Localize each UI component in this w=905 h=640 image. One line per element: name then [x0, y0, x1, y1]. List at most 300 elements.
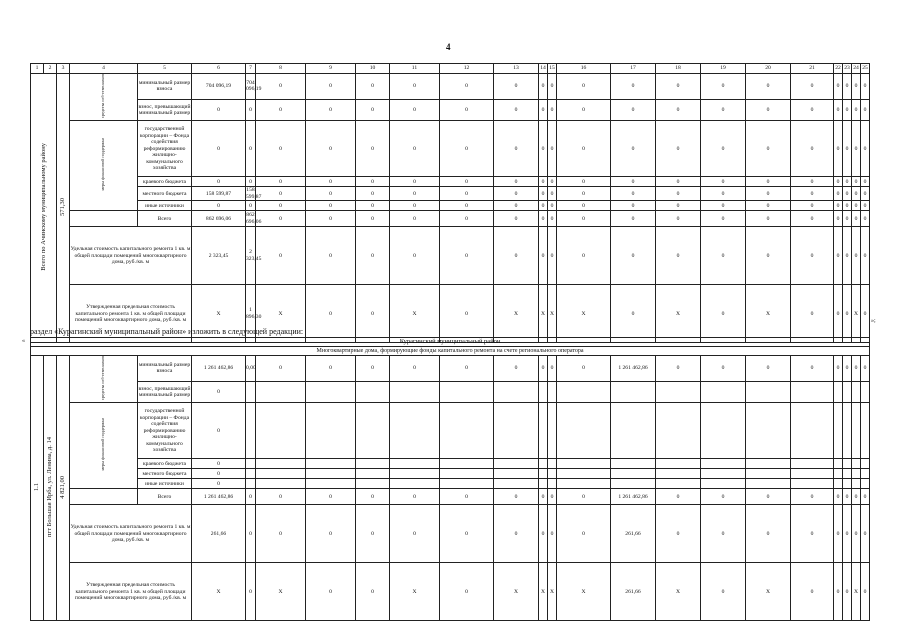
value-cell: 0 [746, 227, 791, 285]
table-cell [31, 356, 44, 621]
value-cell: 0 [834, 74, 843, 100]
value-cell: 0 [256, 489, 306, 505]
value-cell: 0 [256, 201, 306, 211]
value-cell: 0 [548, 201, 557, 211]
value-cell: 704 096,19 [192, 74, 246, 100]
value-cell: 0 [256, 99, 306, 121]
value-cell: 0 [701, 285, 746, 343]
value-cell: 0 [656, 74, 701, 100]
value-cell [440, 469, 494, 479]
value-cell [791, 459, 834, 469]
value-cell [390, 403, 440, 459]
value-cell [611, 479, 656, 489]
value-cell: 0 [791, 121, 834, 177]
value-cell: 0 [494, 489, 539, 505]
value-cell: 0 [192, 403, 246, 459]
value-cell: 1 261 462,86 [611, 489, 656, 505]
value-cell: 0 [834, 285, 843, 343]
value-cell: 0 [701, 187, 746, 201]
value-cell: 0 [746, 201, 791, 211]
value-cell: 0 [440, 563, 494, 621]
value-cell: 0 [791, 211, 834, 227]
value-cell: 0 [843, 211, 852, 227]
page-number: 4 [446, 42, 451, 52]
row-label: местного бюджета [138, 469, 192, 479]
value-cell: 0 [192, 201, 246, 211]
value-cell: 0 [539, 505, 548, 563]
table-cell [70, 74, 138, 121]
value-cell: 0 [746, 74, 791, 100]
value-cell [611, 469, 656, 479]
value-cell: X [852, 563, 861, 621]
value-cell: 0 [390, 211, 440, 227]
district-subtitle: Многоквартирные дома, формирующие фонды капитального ремонта на счете регионального оператора [31, 347, 870, 356]
value-cell: 0 [306, 74, 356, 100]
value-cell [494, 459, 539, 469]
value-cell [557, 459, 611, 469]
value-cell [834, 469, 843, 479]
value-cell: 0 [861, 505, 870, 563]
fund-label: средства соб-ственников [100, 74, 106, 118]
value-cell: 0 [192, 469, 246, 479]
value-cell [557, 469, 611, 479]
value-cell [611, 403, 656, 459]
value-cell: 0 [548, 121, 557, 177]
value-cell: 0 [256, 505, 306, 563]
value-cell: 0 [557, 121, 611, 177]
value-cell [246, 381, 256, 403]
value-cell: 0 [246, 563, 256, 621]
value-cell: 0 [356, 211, 390, 227]
value-cell: 0 [861, 177, 870, 187]
value-cell: 0 [440, 187, 494, 201]
value-cell: 0 [834, 489, 843, 505]
value-cell: 0 [861, 489, 870, 505]
value-cell: 0 [843, 356, 852, 382]
value-cell: 0 [256, 177, 306, 187]
table-block-1 [30, 63, 870, 343]
value-cell: 0 [852, 177, 861, 187]
value-cell: 0 [656, 489, 701, 505]
value-cell: 0 [852, 201, 861, 211]
value-cell: 0 [852, 489, 861, 505]
value-cell: 0 [611, 227, 656, 285]
value-cell [306, 479, 356, 489]
value-cell [834, 459, 843, 469]
value-cell: 0 [701, 74, 746, 100]
value-cell: 0 [192, 479, 246, 489]
value-cell [548, 403, 557, 459]
value-cell: 0 [390, 489, 440, 505]
table-cell [44, 356, 57, 621]
value-cell: 0 [390, 121, 440, 177]
value-cell: 0 [192, 121, 246, 177]
value-cell [834, 403, 843, 459]
row-label: иные источники [138, 479, 192, 489]
value-cell [746, 403, 791, 459]
value-cell [390, 479, 440, 489]
table-cell [57, 74, 70, 343]
value-cell: 0 [611, 211, 656, 227]
value-cell [746, 381, 791, 403]
value-cell: 0 [701, 227, 746, 285]
value-cell: 0 [701, 505, 746, 563]
blank-cell [70, 489, 138, 505]
quote-close: »; [871, 318, 876, 324]
value-cell: 0 [306, 99, 356, 121]
value-cell: 0 [701, 356, 746, 382]
value-cell: 0 [656, 356, 701, 382]
value-cell: 0 [306, 505, 356, 563]
value-cell: 0 [861, 121, 870, 177]
value-cell: 0 [539, 74, 548, 100]
value-cell: 0 [852, 211, 861, 227]
value-cell [791, 403, 834, 459]
value-cell [701, 479, 746, 489]
value-cell: 0 [843, 285, 852, 343]
row-label: минимальный размер взноса [138, 356, 192, 382]
blank-cell [70, 211, 138, 227]
value-cell: 0 [548, 99, 557, 121]
value-cell: 0 [701, 121, 746, 177]
value-cell: 0 [390, 187, 440, 201]
value-cell [440, 479, 494, 489]
table-block-2 [30, 337, 870, 621]
value-cell: 0 [548, 356, 557, 382]
value-cell: X [656, 285, 701, 343]
value-cell: 0 [356, 505, 390, 563]
value-cell: 0 [701, 201, 746, 211]
row-label: Всего [138, 489, 192, 505]
value-cell [548, 469, 557, 479]
row-label: государственной корпорации – Фонда содействия реформированию жилищно-коммунального хозяйства [138, 403, 192, 459]
value-cell: 2 323,45 [192, 227, 246, 285]
value-cell [256, 459, 306, 469]
value-cell: 0 [548, 74, 557, 100]
value-cell [539, 479, 548, 489]
value-cell: 0 [557, 227, 611, 285]
value-cell: 0 [611, 285, 656, 343]
value-cell: 0 [791, 99, 834, 121]
column-number: 17 [611, 64, 656, 74]
value-cell: 0 [256, 227, 306, 285]
quote-open: « [22, 338, 25, 344]
specific-cost-label: Удельная стоимость капитального ремонта 1 кв. м общей площади помещений многоквартирного дома, руб./кв. м [70, 505, 192, 563]
row-label: местного бюджета [138, 187, 192, 201]
value-cell [256, 479, 306, 489]
value-cell: X [192, 285, 246, 343]
row-label: краевого бюджета [138, 459, 192, 469]
value-cell [834, 381, 843, 403]
value-cell: 0 [746, 121, 791, 177]
limit-cost-label: Утвержденная предельная стоимость капитального ремонта 1 кв. м общей площади помещений многоквартирного дома, руб./кв. м [70, 285, 192, 343]
value-cell: 0 [843, 177, 852, 187]
value-cell: 1 261 462,86 [192, 356, 246, 382]
finance-label: меры финансовой поддержки [100, 418, 106, 472]
fund-label: средства соб-ственников [100, 356, 106, 400]
value-cell: 0 [611, 187, 656, 201]
value-cell: X [852, 285, 861, 343]
value-cell [494, 469, 539, 479]
value-cell: 0 [306, 177, 356, 187]
value-cell: X [494, 285, 539, 343]
value-cell: X [557, 285, 611, 343]
value-cell [306, 469, 356, 479]
value-cell: 0 [834, 356, 843, 382]
value-cell [306, 381, 356, 403]
value-cell: 0 [192, 381, 246, 403]
value-cell: 0 [861, 285, 870, 343]
value-cell [656, 403, 701, 459]
value-cell: X [656, 563, 701, 621]
value-cell: 0 [539, 177, 548, 187]
row-label: Всего [138, 211, 192, 227]
value-cell: 0 [852, 74, 861, 100]
value-cell: 0 [843, 121, 852, 177]
value-cell: 0 [834, 211, 843, 227]
value-cell: 0 [656, 187, 701, 201]
column-number: 3 [57, 64, 70, 74]
column-number: 13 [494, 64, 539, 74]
value-cell: 0 [539, 187, 548, 201]
column-number: 23 [843, 64, 852, 74]
value-cell: X [548, 563, 557, 621]
value-cell: X [746, 285, 791, 343]
value-cell: 0 [356, 99, 390, 121]
value-cell: 0 [356, 201, 390, 211]
value-cell: 0 [701, 177, 746, 187]
value-cell [861, 479, 870, 489]
value-cell: 0 [746, 489, 791, 505]
value-cell: 0 [539, 99, 548, 121]
value-cell: 0 [843, 227, 852, 285]
value-cell: 0 [390, 74, 440, 100]
value-cell: 0 [494, 505, 539, 563]
column-number: 12 [440, 64, 494, 74]
value-cell: 0 [306, 121, 356, 177]
column-number: 20 [746, 64, 791, 74]
value-cell [701, 469, 746, 479]
row-label: государственной корпорации – Фонда содействия реформированию жилищно-коммунального хозяйства [138, 121, 192, 177]
value-cell: 0 [306, 356, 356, 382]
value-cell [390, 469, 440, 479]
value-cell: X [548, 285, 557, 343]
value-cell: 0 [440, 74, 494, 100]
value-cell [843, 459, 852, 469]
value-cell: 0 [539, 211, 548, 227]
value-cell: 0 [791, 489, 834, 505]
value-cell: 0 [557, 74, 611, 100]
column-number: 10 [356, 64, 390, 74]
value-cell: 0 [494, 121, 539, 177]
value-cell [861, 469, 870, 479]
value-cell [852, 459, 861, 469]
table-cell [70, 403, 138, 489]
value-cell: 0 [539, 227, 548, 285]
value-cell [843, 403, 852, 459]
value-cell [440, 381, 494, 403]
value-cell [852, 403, 861, 459]
value-cell: 0 [861, 201, 870, 211]
value-cell: 0 [440, 489, 494, 505]
value-cell: 0 [834, 505, 843, 563]
value-cell: X [390, 285, 440, 343]
row-number: 1.1 [33, 482, 41, 492]
value-cell: 261,66 [192, 505, 246, 563]
value-cell [852, 479, 861, 489]
value-cell: 0 [746, 99, 791, 121]
value-cell: 0 [843, 489, 852, 505]
column-number: 25 [861, 64, 870, 74]
value-cell: X [746, 563, 791, 621]
column-number: 21 [791, 64, 834, 74]
value-cell [548, 459, 557, 469]
value-cell: 0 [306, 489, 356, 505]
value-cell: 0 [356, 356, 390, 382]
value-cell: 0 [548, 489, 557, 505]
value-cell: 0 [746, 177, 791, 187]
value-cell: 0 [494, 74, 539, 100]
value-cell: 0 [557, 211, 611, 227]
value-cell: 0 [192, 99, 246, 121]
value-cell [656, 469, 701, 479]
value-cell [494, 479, 539, 489]
value-cell: X [192, 563, 246, 621]
value-cell: 0 [494, 211, 539, 227]
value-cell [246, 479, 256, 489]
value-cell: 0 [852, 356, 861, 382]
value-cell: 0 [494, 356, 539, 382]
area-value: 571,30 [59, 197, 67, 216]
value-cell [861, 403, 870, 459]
value-cell: 0 [494, 99, 539, 121]
value-cell [557, 403, 611, 459]
value-cell: 0 [548, 505, 557, 563]
value-cell: 1 896,30 [246, 285, 256, 343]
value-cell [557, 479, 611, 489]
district-title: Курагинский муниципальный район [31, 338, 870, 347]
value-cell: 0 [834, 227, 843, 285]
value-cell: 0 [791, 227, 834, 285]
value-cell: 0 [852, 505, 861, 563]
value-cell: 0 [843, 99, 852, 121]
value-cell: 0 [390, 356, 440, 382]
column-number: 16 [557, 64, 611, 74]
value-cell: 0 [494, 177, 539, 187]
value-cell [834, 479, 843, 489]
value-cell [548, 479, 557, 489]
value-cell [539, 459, 548, 469]
value-cell: 0 [656, 227, 701, 285]
column-number: 19 [701, 64, 746, 74]
value-cell: 0 [548, 211, 557, 227]
value-cell: 0 [390, 505, 440, 563]
value-cell [539, 469, 548, 479]
value-cell: 0 [548, 227, 557, 285]
table-cell [70, 121, 138, 211]
value-cell: 0 [246, 201, 256, 211]
value-cell [852, 381, 861, 403]
value-cell: 0 [656, 201, 701, 211]
column-number: 22 [834, 64, 843, 74]
value-cell [246, 459, 256, 469]
value-cell: 0 [843, 187, 852, 201]
value-cell: 0 [834, 121, 843, 177]
value-cell [861, 459, 870, 469]
value-cell: X [494, 563, 539, 621]
value-cell: 0,00 [246, 356, 256, 382]
value-cell: 0 [791, 505, 834, 563]
value-cell: 0 [746, 505, 791, 563]
column-number: 24 [852, 64, 861, 74]
value-cell [791, 469, 834, 479]
value-cell: 0 [834, 187, 843, 201]
value-cell: 0 [701, 489, 746, 505]
value-cell: 0 [356, 187, 390, 201]
value-cell: 0 [356, 563, 390, 621]
value-cell: 0 [440, 201, 494, 211]
value-cell: 0 [440, 211, 494, 227]
value-cell: 0 [390, 201, 440, 211]
specific-cost-label: Удельная стоимость капитального ремонта 1 кв. м общей площади помещений многоквартирного дома, руб./кв. м [70, 227, 192, 285]
value-cell [611, 459, 656, 469]
value-cell: 0 [494, 227, 539, 285]
value-cell: 0 [791, 74, 834, 100]
value-cell: 0 [656, 99, 701, 121]
value-cell [791, 479, 834, 489]
table-cell [70, 356, 138, 403]
value-cell: 0 [611, 121, 656, 177]
value-cell: 0 [539, 356, 548, 382]
value-cell: 0 [246, 489, 256, 505]
value-cell: 158 599,87 [192, 187, 246, 201]
value-cell: 0 [440, 356, 494, 382]
table-cell [57, 356, 70, 621]
value-cell [746, 469, 791, 479]
value-cell: X [390, 563, 440, 621]
value-cell: 0 [306, 285, 356, 343]
value-cell: 0 [701, 99, 746, 121]
value-cell: 0 [791, 201, 834, 211]
value-cell: 1 261 462,86 [611, 356, 656, 382]
row-label: иные источники [138, 201, 192, 211]
column-number: 15 [548, 64, 557, 74]
value-cell: X [256, 563, 306, 621]
value-cell: 0 [701, 563, 746, 621]
value-cell: 0 [306, 201, 356, 211]
value-cell: 0 [557, 489, 611, 505]
value-cell [356, 459, 390, 469]
value-cell: 0 [246, 177, 256, 187]
value-cell: X [539, 285, 548, 343]
value-cell: 0 [256, 74, 306, 100]
column-number: 7 [246, 64, 256, 74]
value-cell [356, 381, 390, 403]
value-cell: 261,66 [611, 505, 656, 563]
value-cell: 0 [834, 201, 843, 211]
value-cell [852, 469, 861, 479]
value-cell [356, 403, 390, 459]
value-cell [256, 381, 306, 403]
column-number: 18 [656, 64, 701, 74]
value-cell: X [557, 563, 611, 621]
column-number: 14 [539, 64, 548, 74]
value-cell: 0 [192, 459, 246, 469]
value-cell: 0 [746, 187, 791, 201]
value-cell [440, 403, 494, 459]
value-cell [746, 459, 791, 469]
value-cell: 0 [791, 563, 834, 621]
